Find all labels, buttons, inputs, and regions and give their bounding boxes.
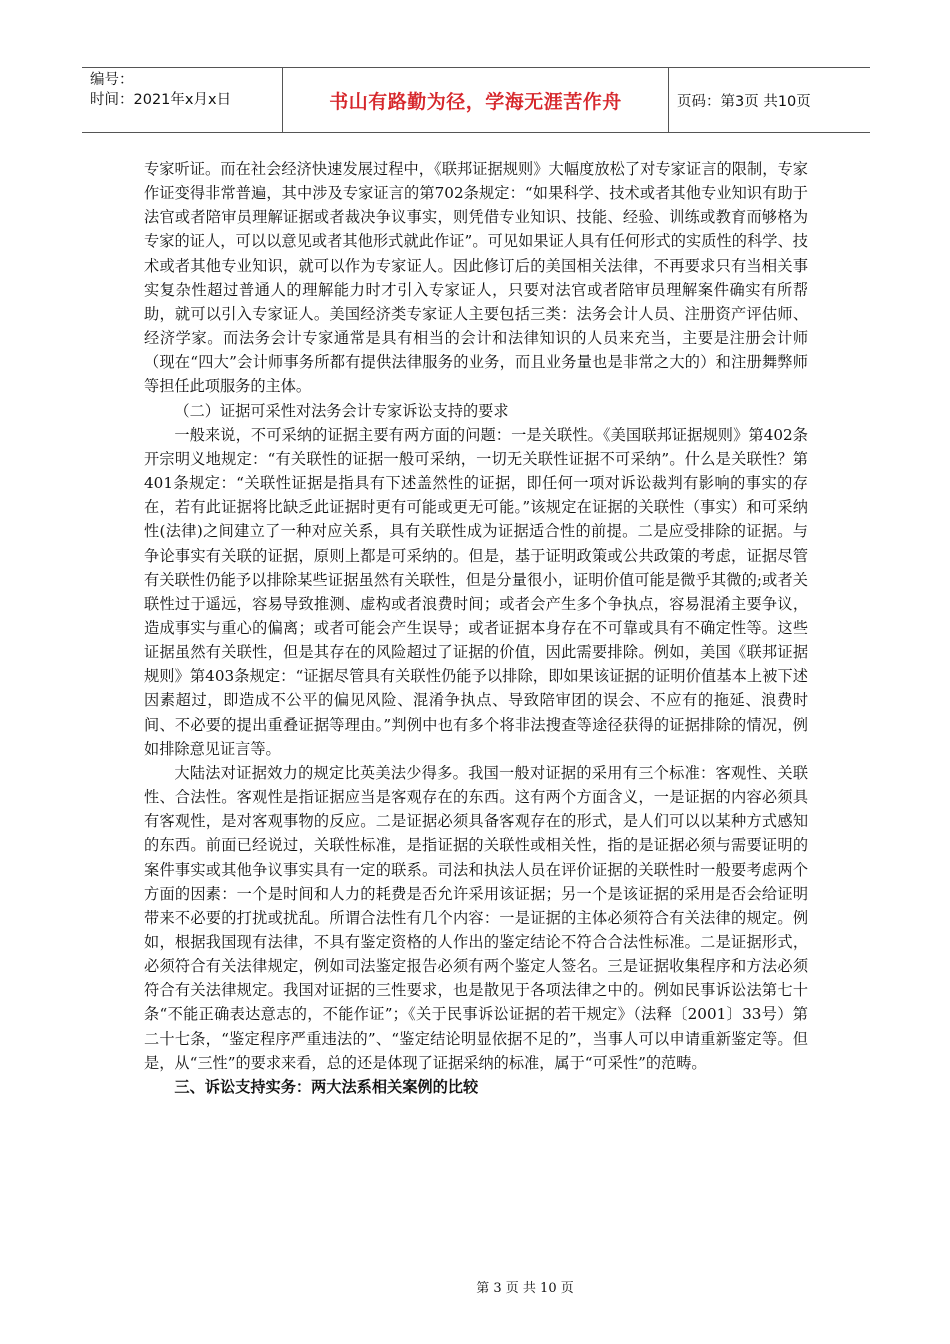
section-heading: 三、诉讼支持实务：两大法系相关案例的比较 [174,1077,479,1096]
paragraph-admissibility: 一般来说，不可采纳的证据主要有两方面的问题：一是关联性。《美国联邦证据规则》第402条开宗明义地规定：“有关联性的证据一般可采纳，一切无关联性证据不可采纳”。什么是关联性？第401条规定：“关联性证据是指具有下述盖然性的证据，即任何一项对诉讼裁判有影响的事实的存在，若有此证据将比缺乏此证据时更有可能或更无可能。”该规定在证据的关联性（事实）和可采纳性(法律)之间建立了一种对应关系，具有关联性成为证据适合性的前提。二是应受排除的证据。与争论事实有关联的证据，原则上都是可采纳的。但是，基于证明政策或公共政策的考虑，证据尽管有关联性仍能予以排除某些证据虽然有关联性，但是分量很小，证明价值可能是微乎其微的;或者关联性过于遥远，容易导致推测、虚构或者浪费时间；或者会产生多个争执点，容易混淆主要争议，造成事实与重心的偏离；或者可能会产生误导；或者证据本身存在不可靠或具有不确定性等。这些证据虽然有关联性，但是其存在的风险超过了证据的价值，因此需要排除。例如，美国《联邦证据规则》第403条规定：“证据尽管具有关联性仍能予以排除，即如果该证据的证明价值基本上被下述因素超过，即造成不公平的偏见风险、混淆争执点、导致陪审团的误会、不应有的拖延、浪费时间、不必要的提出重叠证据等理由。”判例中也有多个将非法搜查等途径获得的证据排除的情况，例如排除意见证言等。 [144,425,808,758]
paragraph-expert-testimony: 专家听证。而在社会经济快速发展过程中，《联邦证据规则》大幅度放松了对专家证言的限制，专家作证变得非常普遍，其中涉及专家证言的第702条规定：“如果科学、技术或者其他专业知识有助于法官或者陪审员理解证据或者裁决争议事实，则凭借专业知识、技能、经验、训练或教育而够格为专家的证人，可以以意见或者其他形式就此作证”。可见如果证人具有任何形式的实质性的科学、技术或者其他专业知识，就可以作为专家证人。因此修订后的美国相关法律，不再要求只有当相关事实复杂性超过普通人的理解能力时才引入专家证人，只要对法官或者陪审员理解案件确实有所帮助，就可以引入专家证人。美国经济类专家证人主要包括三类：法务会计人员、注册资产评估师、经济学家。而法务会计专家通常是具有相当的会计和法律知识的人员来充当，主要是注册会计师（现在“四大”会计师事务所都有提供法律服务的业务，而且业务量也是非常之大的）和注册舞弊师等担任此项服务的主体。 [144,160,808,396]
header-motto: 书山有路勤为径，学海无涯苦作舟 [283,68,669,132]
header-meta [82,68,283,132]
section-subheading: （二）证据可采性对法务会计专家诉讼支持的要求 [174,401,509,420]
page-header [82,67,870,133]
page-footer: 第 3 页 共 10 页 [476,1281,574,1296]
paragraph-continental-law: 大陆法对证据效力的规定比英美法少得多。我国一般对证据的采用有三个标准：客观性、关联性、合法性。客观性是指证据应当是客观存在的东西。这有两个方面含义，一是证据的内容必须具有客观性，是对客观事物的反应。二是证据必须具备客观存在的形式，是人们可以以某种方式感知的东西。前面已经说过，关联性标准，是指证据的关联性或相关性，指的是证据必须与需要证明的案件事实或其他争议事实具有一定的联系。司法和执法人员在评价证据的关联性时一般要考虑两个方面的因素：一个是时间和人力的耗费是否允许采用该证据；另一个是该证据的采用是否会给证明带来不必要的打扰或扰乱。所谓合法性有几个内容：一是证据的主体必须符合有关法律的规定。例如，根据我国现有法律，不具有鉴定资格的人作出的鉴定结论不符合合法性标准。二是证据形式，必须符合有关法律规定，例如司法鉴定报告必须有两个鉴定人签名。三是证据收集程序和方法必须符合有关法律规定。我国对证据的三性要求，也是散见于各项法律之中的。例如民事诉讼法第七十条“不能正确表达意志的，不能作证”；《关于民事诉讼证据的若干规定》（法释〔2001〕33号）第二十七条，“鉴定程序严重违法的”、“鉴定结论明显依据不足的”，当事人可以申请重新鉴定等。但是，从“三性”的要求来看，总的还是体现了证据采纳的标准，属于“可采性”的范畴。 [144,763,808,1072]
document-time-label: 时间：2021年x月x日 [90,92,232,108]
document-body [144,157,808,1099]
document-number-label: 编号： [90,72,134,88]
header-page-info: 页码：第3页 共10页 [677,93,811,110]
